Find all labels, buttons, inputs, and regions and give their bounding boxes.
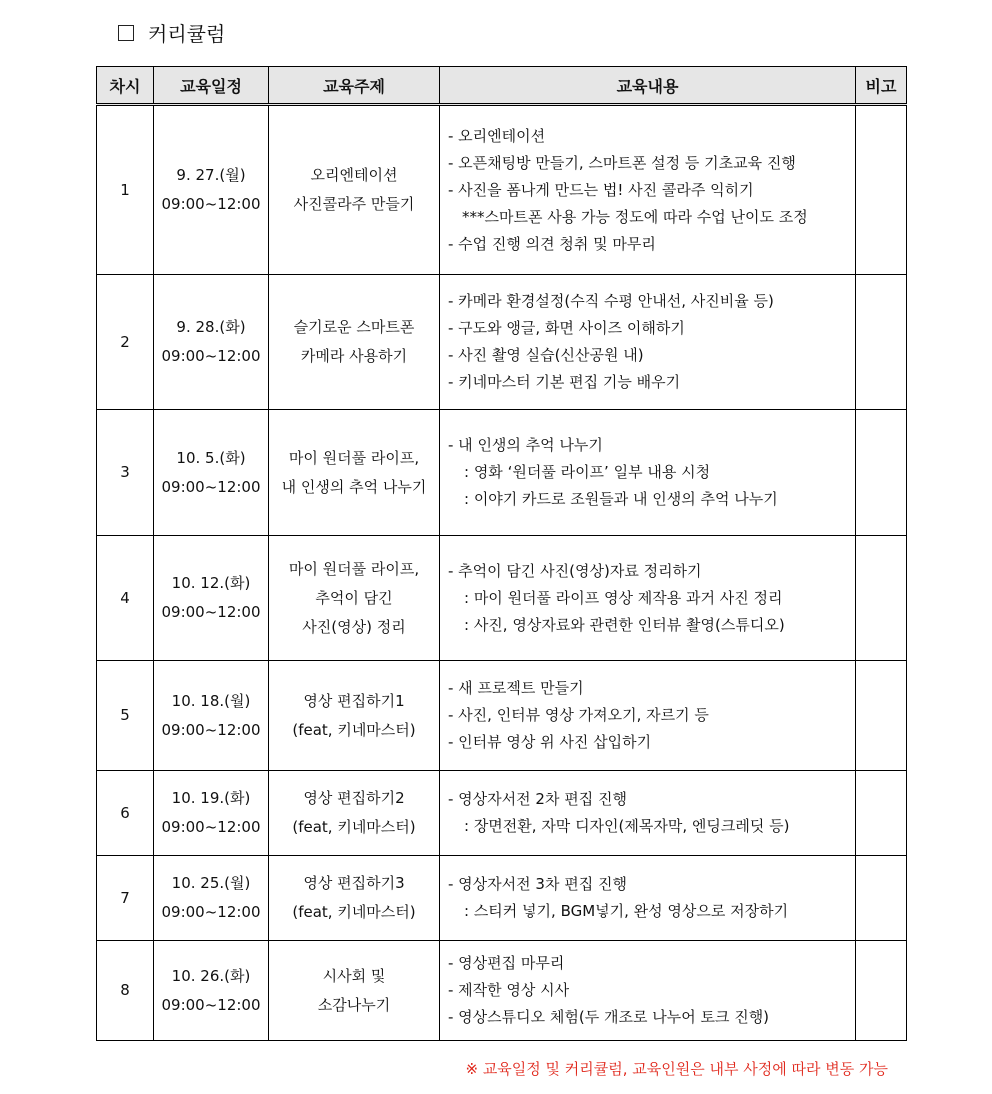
session-number: 5: [97, 661, 154, 771]
topic-cell: [269, 275, 440, 410]
content-item: - 오리엔테이션: [448, 126, 546, 145]
table-header-row: [97, 67, 907, 105]
content-item: : 마이 원더풀 라이프 영상 제작용 과거 사진 정리: [464, 588, 783, 607]
table-row: [97, 105, 907, 275]
remark-cell: [856, 661, 907, 771]
schedule-cell: [154, 536, 269, 661]
remark-cell: [856, 856, 907, 941]
topic-cell: [269, 410, 440, 536]
session-number: 1: [97, 105, 154, 275]
content-item: : 사진, 영상자료와 관련한 인터뷰 촬영(스튜디오): [464, 615, 785, 634]
topic-cell: [269, 771, 440, 856]
topic-cell: [269, 536, 440, 661]
topic-line: 영상 편집하기1: [303, 691, 405, 710]
content-item: - 수업 진행 의견 청취 및 마무리: [448, 234, 656, 253]
remark-cell: [856, 275, 907, 410]
topic-line: (feat, 키네마스터): [292, 903, 416, 921]
table-row: [97, 941, 907, 1041]
time: 09:00~12:00: [161, 347, 261, 365]
content-item: - 추억이 담긴 사진(영상)자료 정리하기: [448, 561, 702, 580]
section-title-text: 커리큘럼: [148, 22, 226, 46]
content-item: - 제작한 영상 시사: [448, 981, 570, 999]
topic-line: 슬기로운 스마트폰: [293, 318, 415, 336]
content-item: - 영상스튜디오 체험(두 개조로 나누어 토크 진행): [448, 1008, 770, 1026]
time: 09:00~12:00: [161, 995, 261, 1014]
table-row: [97, 536, 907, 661]
topic-line: 사진(영상) 정리: [302, 617, 406, 636]
schedule-cell: [154, 771, 269, 856]
content-item: : 영화 ‘원더풀 라이프’ 일부 내용 시청: [464, 463, 711, 481]
session-number: 8: [97, 941, 154, 1041]
topic-line: 마이 원더풀 라이프,: [288, 559, 420, 578]
table-row: [97, 856, 907, 941]
remark-cell: [856, 410, 907, 536]
content-item: : 이야기 카드로 조원들과 내 인생의 추억 나누기: [464, 490, 778, 508]
curriculum-table: [96, 66, 907, 1041]
content-item: : 장면전환, 자막 디자인(제목자막, 엔딩크레딧 등): [464, 817, 790, 835]
topic-cell: [269, 856, 440, 941]
date: 9. 27.(월): [176, 166, 246, 184]
section-title: [118, 18, 225, 47]
content-item: - 영상편집 마무리: [448, 954, 565, 972]
topic-cell: [269, 941, 440, 1041]
table-row: [97, 771, 907, 856]
content-item: - 구도와 앵글, 화면 사이즈 이해하기: [448, 319, 685, 337]
time: 09:00~12:00: [161, 603, 261, 621]
session-number: 2: [97, 275, 154, 410]
session-number: 3: [97, 410, 154, 536]
content-item: - 영상자서전 2차 편집 진행: [448, 790, 627, 808]
time: 09:00~12:00: [161, 903, 261, 921]
date: 10. 19.(화): [171, 789, 251, 807]
time: 09:00~12:00: [161, 818, 261, 836]
date: 10. 25.(월): [171, 874, 251, 892]
date: 10. 26.(화): [171, 966, 251, 985]
schedule-cell: [154, 941, 269, 1041]
date: 9. 28.(화): [176, 318, 246, 336]
schedule-cell: [154, 105, 269, 275]
topic-line: 오리엔테이션: [310, 166, 398, 184]
content-cell: [440, 661, 856, 771]
content-cell: [440, 275, 856, 410]
topic-line: 소감나누기: [317, 995, 391, 1014]
table-row: [97, 275, 907, 410]
session-number: 7: [97, 856, 154, 941]
table-row: [97, 410, 907, 536]
topic-line: 내 인생의 추억 나누기: [281, 477, 427, 496]
content-item: - 오픈채팅방 만들기, 스마트폰 설정 등 기초교육 진행: [448, 153, 796, 172]
header-session: 차시: [97, 67, 154, 105]
schedule-cell: [154, 661, 269, 771]
topic-line: 추억이 담긴: [315, 588, 393, 607]
date: 10. 18.(월): [171, 691, 251, 710]
time: 09:00~12:00: [161, 195, 261, 213]
content-cell: [440, 536, 856, 661]
content-cell: [440, 941, 856, 1041]
topic-line: (feat, 키네마스터): [292, 818, 416, 836]
schedule-cell: [154, 275, 269, 410]
date: 10. 12.(화): [171, 574, 251, 592]
content-item: - 카메라 환경설정(수직 수평 안내선, 사진비율 등): [448, 292, 774, 310]
content-item: - 인터뷰 영상 위 사진 삽입하기: [448, 733, 652, 751]
content-item: - 사진, 인터뷰 영상 가져오기, 자르기 등: [448, 706, 709, 724]
remark-cell: [856, 105, 907, 275]
topic-line: (feat, 키네마스터): [292, 720, 416, 739]
header-remark: 비고: [856, 67, 907, 105]
footnote: ※ 교육일정 및 커리큘럼, 교육인원은 내부 사정에 따라 변동 가능: [465, 1060, 888, 1078]
remark-cell: [856, 536, 907, 661]
date: 10. 5.(화): [176, 448, 246, 467]
session-number: 4: [97, 536, 154, 661]
table-row: [97, 661, 907, 771]
content-item: : 스티커 넣기, BGM넣기, 완성 영상으로 저장하기: [464, 902, 789, 920]
remark-cell: [856, 771, 907, 856]
header-content: 교육내용: [440, 67, 856, 105]
content-item: - 키네마스터 기본 편집 기능 배우기: [448, 373, 681, 391]
content-item: - 영상자서전 3차 편집 진행: [448, 875, 627, 893]
header-topic: 교육주제: [269, 67, 440, 105]
topic-line: 카메라 사용하기: [300, 347, 408, 365]
time: 09:00~12:00: [161, 720, 261, 739]
topic-line: 사진콜라주 만들기: [293, 195, 415, 213]
session-number: 6: [97, 771, 154, 856]
topic-cell: [269, 105, 440, 275]
content-cell: [440, 856, 856, 941]
content-item: - 내 인생의 추억 나누기: [448, 436, 603, 454]
content-item: - 사진을 폼나게 만드는 법! 사진 콜라주 익히기: [448, 180, 754, 199]
content-item: - 사진 촬영 실습(신산공원 내): [448, 346, 644, 364]
content-cell: [440, 410, 856, 536]
topic-line: 마이 원더풀 라이프,: [288, 448, 420, 467]
topic-line: 영상 편집하기2: [303, 789, 405, 807]
content-cell: [440, 771, 856, 856]
topic-cell: [269, 661, 440, 771]
remark-cell: [856, 941, 907, 1041]
content-item: - 새 프로젝트 만들기: [448, 679, 584, 697]
content-item: ***스마트폰 사용 가능 정도에 따라 수업 난이도 조정: [462, 207, 808, 226]
topic-line: 영상 편집하기3: [303, 874, 405, 892]
checkbox-icon: [118, 25, 134, 41]
header-schedule: 교육일정: [154, 67, 269, 105]
schedule-cell: [154, 410, 269, 536]
time: 09:00~12:00: [161, 477, 261, 496]
content-cell: [440, 105, 856, 275]
schedule-cell: [154, 856, 269, 941]
topic-line: 시사회 및: [322, 966, 386, 985]
